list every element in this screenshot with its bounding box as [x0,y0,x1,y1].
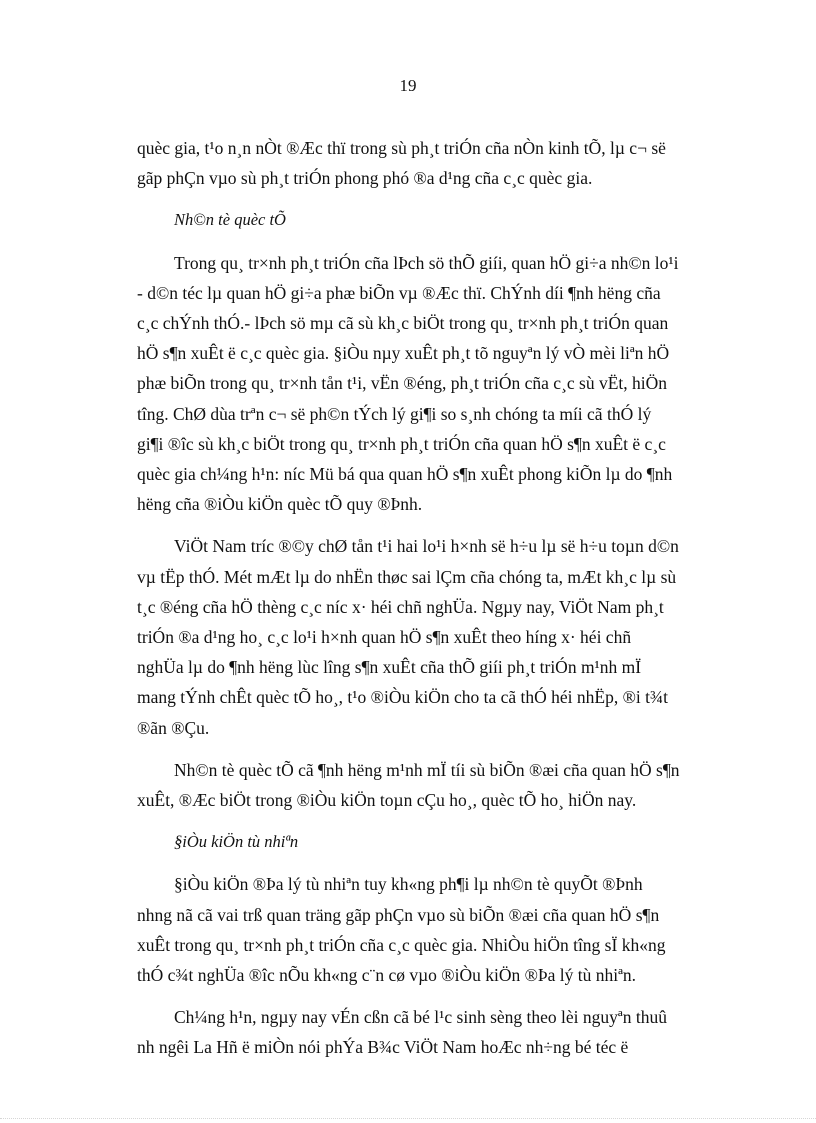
section-heading-international-factor: Nh©n tè quèc tÕ [174,210,286,230]
paragraph: Trong qu¸ tr×nh ph¸t triÓn cña lÞch sö thÕ giíi, quan hÖ gi÷a nh©n lo¹i - d©n téc lµ quan hÖ gi÷a phæ biÕn vµ ®Æc thï. ChÝnh díi ¶nh hëng cña c¸c chÝnh thÓ.- lÞch sö mµ cã sù kh¸c biÖt trong qu¸ tr×nh ph¸t triÓn quan hÖ s¶n xuÊt ë c¸c quèc gia. §iÒu nµy xuÊt ph¸t tõ nguyªn lý vÒ mèi liªn hÖ phæ biÕn trong qu¸ tr×nh tån t¹i, vËn ®éng, ph¸t triÓn cña c¸c sù vËt, hiÖn tîng. ChØ dùa trªn c¬ së ph©n tÝch lý gi¶i so s¸nh chóng ta míi cã thÓ lý gi¶i ®îc sù kh¸c biÖt trong qu¸ tr×nh ph¸t triÓn cña quan hÖ s¶n xuÊt ë c¸c quèc gia ch¼ng h¹n: níc Mü bá qua quan hÖ s¶n xuÊt phong kiÕn lµ do ¶nh hëng cña ®iÒu kiÖn quèc tÕ quy ®Þnh. [137,252,679,515]
paragraph: ViÖt Nam tríc ®©y chØ tån t¹i hai lo¹i h×nh së h÷u lµ së h÷u toµn d©n vµ tËp thÓ. Mét mÆt lµ do nhËn thøc sai lÇm cña chóng ta, mÆt kh¸c lµ sù t¸c ®éng cña hÖ thèng c¸c níc x· héi chñ nghÜa. Ngµy nay, ViÖt Nam ph¸t triÓn ®a d¹ng ho¸ c¸c lo¹i h×nh quan hÖ s¶n xuÊt theo híng x· héi chñ nghÜa lµ do ¶nh hëng lùc lîng s¶n xuÊt cña thÕ giíi ph¸t triÓn m¹nh mÏ mang tÝnh chÊt quèc tÕ ho¸, t¹o ®iÒu kiÖn cho ta cã thÓ héi nhËp, ®i t¾t ®ãn ®Çu. [137,536,679,738]
page-number: 19 [399,76,417,95]
paragraph: §iÒu kiÖn ®Þa lý tù nhiªn tuy kh«ng ph¶i lµ nh©n tè quyÕt ®Þnh nhng nã cã vai trß quan träng gãp phÇn vµo sù biÕn ®æi cña quan hÖ s¶n xuÊt trong qu¸ tr×nh ph¸t triÓn cña c¸c quèc gia. NhiÒu hiÖn tîng sÏ kh«ng thÓ c¾t nghÜa ®îc nÕu kh«ng c¨n cø vµo ®iÒu kiÖn ®Þa lý tù nhiªn. [137,874,666,986]
section-heading-natural-conditions: §iÒu kiÖn tù nhiªn [174,832,299,852]
paragraph: Ch¼ng h¹n, ngµy nay vÉn cßn cã bé l¹c sinh sèng theo lèi nguyªn thuû nh ngêi La Hñ ë miÒn nói phÝa B¾c ViÖt Nam hoÆc nh÷ng bé téc ë [137,1007,667,1058]
paragraph: Nh©n tè quèc tÕ cã ¶nh hëng m¹nh mÏ tíi sù biÕn ®æi cña quan hÖ s¶n xuÊt, ®Æc biÖt trong ®iÒu kiÖn toµn cÇu ho¸, quèc tÕ ho¸ hiÖn nay. [137,759,680,811]
body-text [137,133,767,1075]
paragraph-continuation: quèc gia, t¹o n¸n nÒt ®Æc thï trong sù ph¸t triÓn cña nÒn kinh tÕ, lµ c¬ së gãp phÇn vµo sù ph¸t triÓn phong phó ®a d¹ng cña c¸c quèc gia. [137,138,666,189]
page-bottom-divider [0,1118,816,1119]
